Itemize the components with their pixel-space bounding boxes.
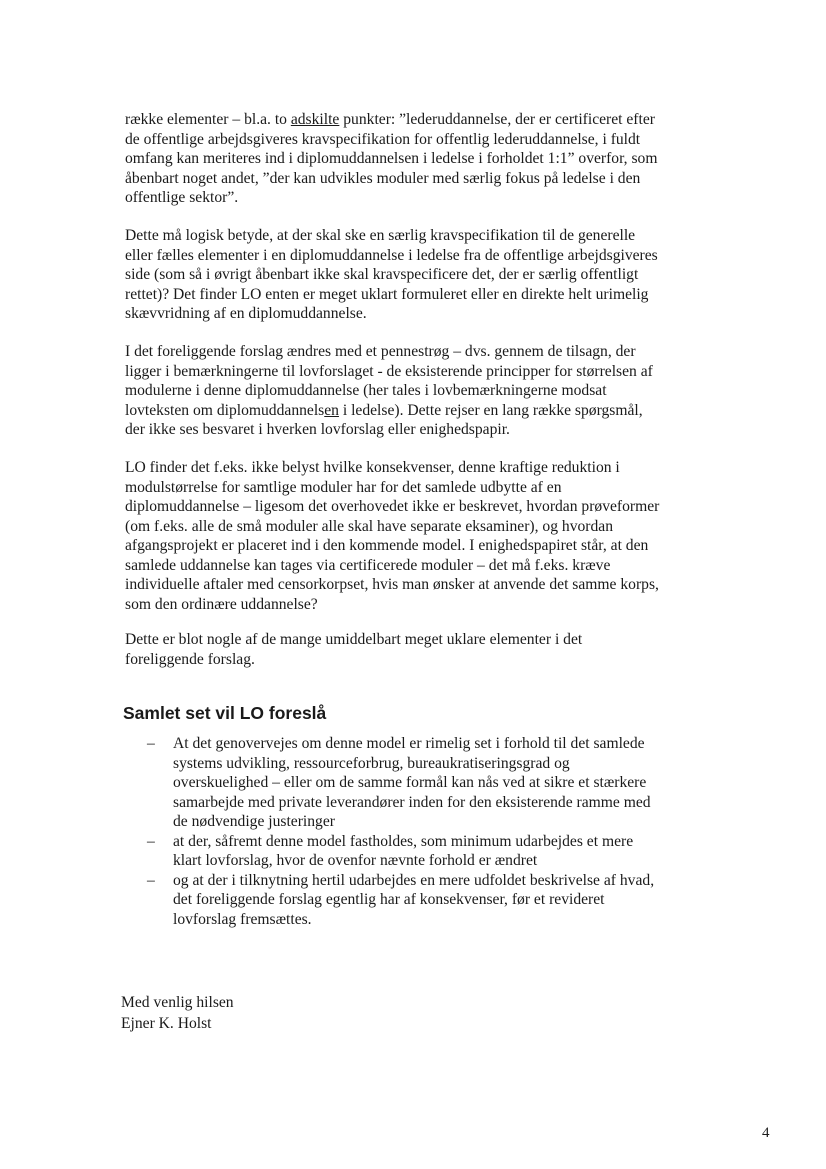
text-line: de offentlige arbejdsgiveres kravspecifikation for offentlig lederuddannelse, i fuldt bbox=[125, 130, 641, 148]
text-line: lovteksten om diplomuddannelsen i ledelse). Dette rejser en lang række spørgsmål, bbox=[125, 401, 643, 419]
body-paragraph-4 bbox=[125, 458, 715, 614]
text-line: samlede uddannelse kan tages via certificerede moduler – det må f.eks. kræve bbox=[125, 556, 611, 574]
text-line: omfang kan meriteres ind i diplomuddannelsen i ledelse i forholdet 1:1” overfor, som bbox=[125, 150, 658, 167]
text-line: klart lovforslag, hvor de ovenfor nævnte forhold er ændret bbox=[173, 852, 538, 869]
text-line: foreliggende forslag. bbox=[125, 650, 255, 668]
closing-block bbox=[121, 992, 234, 1034]
text-line: rettet)? Det finder LO enten er meget uklart formuleret eller en direkte helt urimelig bbox=[125, 285, 649, 303]
body-paragraph-2 bbox=[125, 226, 715, 324]
dash-bullet: – bbox=[147, 871, 155, 889]
text-line: (om f.eks. alle de små moduler alle skal have separate eksaminer), og hvordan bbox=[125, 517, 613, 535]
text-line: modulstørrelse for samtlige moduler har for det samlede udbytte af en bbox=[125, 478, 562, 496]
signature-name: Ejner K. Holst bbox=[121, 1015, 212, 1032]
text-line: overskuelighed – eller om de samme formål kan nås ved at sikre et stærkere bbox=[173, 774, 647, 791]
body-paragraph-1 bbox=[125, 110, 715, 208]
body-paragraph-5 bbox=[125, 630, 715, 669]
text-line: ligger i bemærkningerne til lovforslaget - de eksisterende principper for størrelsen af bbox=[125, 362, 653, 380]
text-line: afgangsprojekt er placeret ind i den kommende model. I enighedspapiret står, at den bbox=[125, 537, 649, 554]
list-item bbox=[147, 832, 717, 871]
underlined-word: en bbox=[324, 401, 339, 419]
text-line: eller fælles elementer i en diplomuddannelse i ledelse fra de offentlige arbejdsgiveres bbox=[125, 246, 658, 264]
text-line: diplomuddannelse – ligesom det overhovedet ikke er beskrevet, hvordan prøveformer bbox=[125, 498, 660, 515]
text-line: Dette er blot nogle af de mange umiddelbart meget uklare elementer i det bbox=[125, 631, 583, 648]
page-number: 4 bbox=[762, 1125, 770, 1141]
text-line: samarbejde med private leverandører inden for den eksisterende ramme med bbox=[173, 793, 651, 811]
section-heading: Samlet set vil LO foreslå bbox=[123, 703, 327, 723]
text-line: der ikke ses besvaret i hverken lovforslag eller enighedspapir. bbox=[125, 421, 510, 438]
text-line: som den ordinære uddannelse? bbox=[125, 595, 318, 613]
text-line: offentlige sektor”. bbox=[125, 189, 239, 206]
list-item bbox=[147, 734, 717, 832]
list-item bbox=[147, 871, 717, 930]
text-line: modulerne i denne diplomuddannelse (her tales i lovbemærkningerne modsat bbox=[125, 382, 607, 399]
text-line: lovforslag fremsættes. bbox=[173, 910, 312, 928]
text-line: åbenbart noget andet, ”der kan udvikles moduler med særlig fokus på ledelse i den bbox=[125, 169, 641, 187]
text-line: At det genovervejes om denne model er rimelig set i forhold til det samlede bbox=[173, 735, 645, 752]
text-line: at der, såfremt denne model fastholdes, som minimum udarbejdes et mere bbox=[173, 832, 634, 850]
proposal-list bbox=[147, 734, 717, 929]
text-line: systems udvikling, ressourceforbrug, bureaukratiseringsgrad og bbox=[173, 754, 570, 772]
body-paragraph-3 bbox=[125, 342, 715, 440]
dash-bullet: – bbox=[147, 832, 155, 850]
text-line: de nødvendige justeringer bbox=[173, 813, 335, 830]
text-line: LO finder det f.eks. ikke belyst hvilke konsekvenser, denne kraftige reduktion i bbox=[125, 459, 620, 476]
text-line: side (som så i øvrigt åbenbart ikke skal kravspecificere det, der er særlig offentligt bbox=[125, 266, 639, 283]
text-line: og at der i tilknytning hertil udarbejdes en mere udfoldet beskrivelse af hvad, bbox=[173, 871, 655, 889]
greeting: Med venlig hilsen bbox=[121, 994, 234, 1011]
text-line: Dette må logisk betyde, at der skal ske en særlig kravspecifikation til de generelle bbox=[125, 227, 636, 244]
text-line: række elementer – bl.a. to adskilte punkter: ”lederuddannelse, der er certificeret efter bbox=[125, 111, 655, 128]
text-line: skævvridning af en diplomuddannelse. bbox=[125, 305, 367, 322]
dash-bullet: – bbox=[147, 735, 155, 752]
text-line: det foreliggende forslag egentlig har af konsekvenser, før et revideret bbox=[173, 891, 605, 908]
underlined-word: adskilte bbox=[290, 111, 340, 128]
text-line: individuelle aftaler med censorkorpset, hvis man ønsker at anvende det samme korps, bbox=[125, 576, 659, 593]
text-line: I det foreliggende forslag ændres med et pennestrøg – dvs. gennem de tilsagn, der bbox=[125, 343, 636, 360]
